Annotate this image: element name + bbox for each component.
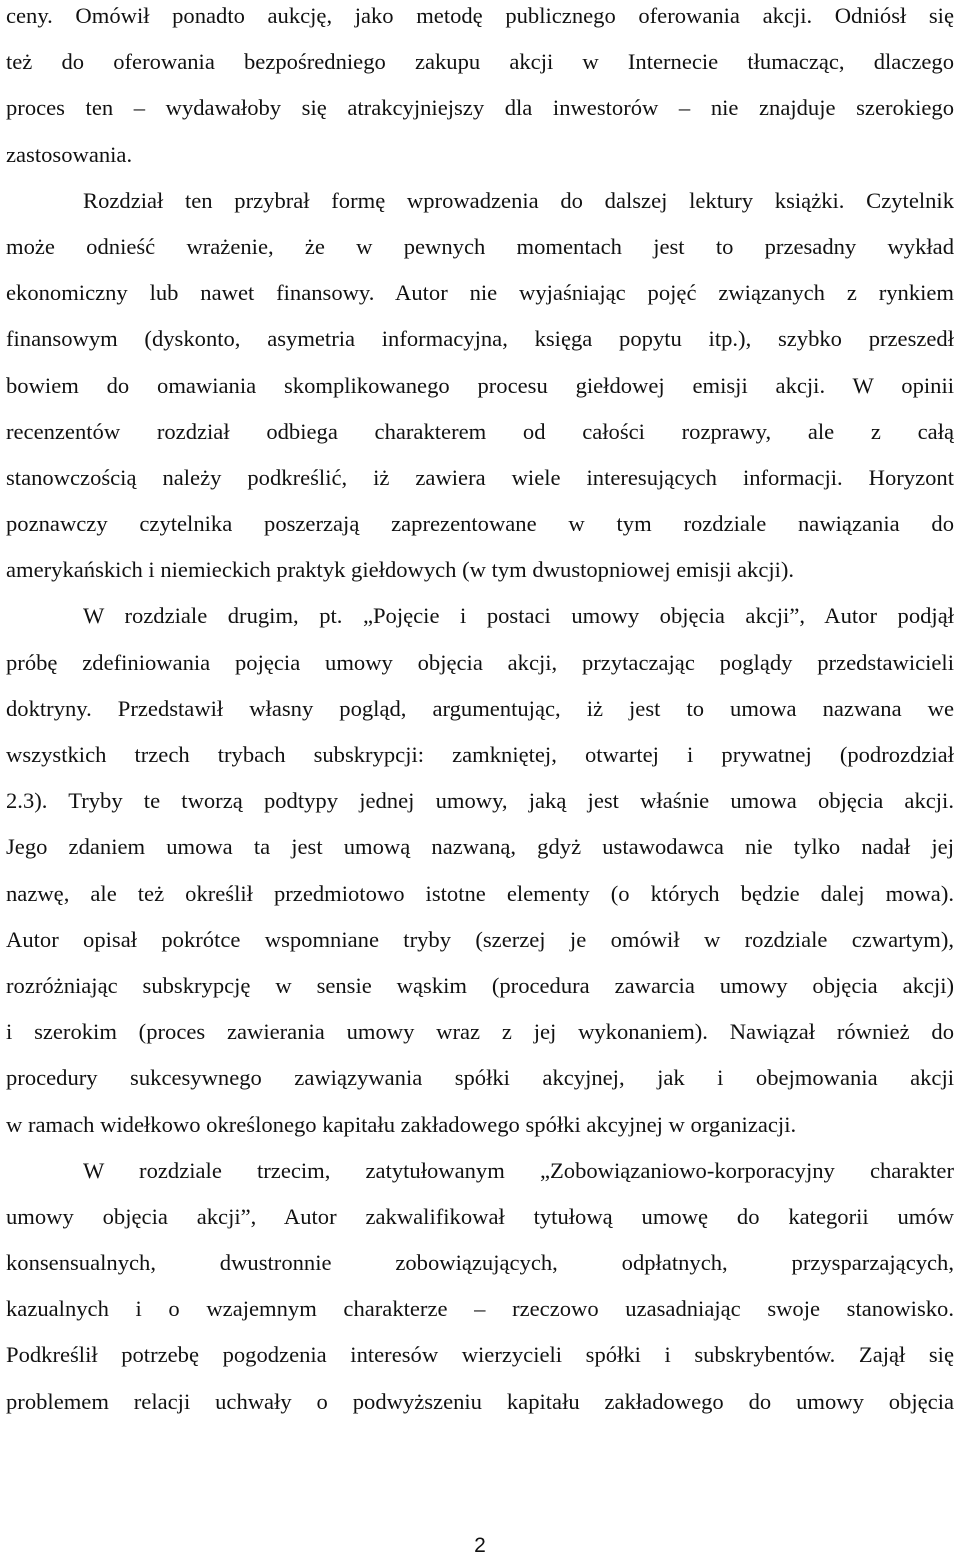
paragraph-1 [6, 0, 954, 178]
text-line: Jego zdaniem umowa ta jest umową nazwaną, gdyż ustawodawca nie tylko nadał jej [6, 834, 954, 860]
text-line: może odnieść wrażenie, że w pewnych momentach jest to przesadny wykład [6, 233, 954, 259]
text-line: w ramach widełkowo określonego kapitału zakładowego spółki akcyjnej w organizacji. [6, 1111, 797, 1137]
text-line: i szerokim (proces zawierania umowy wraz z jej wykonaniem). Nawiązał również do [6, 1019, 954, 1045]
document-page [6, 0, 954, 1425]
text-line: W rozdziale trzecim, zatytułowanym „Zobowiązaniowo-korporacyjny charakter [83, 1157, 954, 1183]
paragraph-3 [6, 593, 954, 1147]
text-line: problemem relacji uchwały o podwyższeniu kapitału zakładowego do umowy objęcia [6, 1388, 954, 1414]
page-number: 2 [474, 1534, 486, 1557]
text-line: Rozdział ten przybrał formę wprowadzenia do dalszej lektury książki. Czytelnik [83, 187, 954, 213]
text-line: bowiem do omawiania skomplikowanego procesu giełdowej emisji akcji. W opinii [6, 372, 954, 398]
text-line: W rozdziale drugim, pt. „Pojęcie i postaci umowy objęcia akcji”, Autor podjął [83, 603, 954, 629]
text-line: rozróżniając subskrypcję w sensie wąskim (procedura zawarcia umowy objęcia akcji) [6, 972, 954, 998]
paragraph-4 [6, 1148, 954, 1425]
text-line: finansowym (dyskonto, asymetria informacyjna, księga popytu itp.), szybko przeszedł [6, 326, 954, 352]
text-line: Podkreślił potrzebę pogodzenia interesów wierzycieli spółki i subskrybentów. Zajął się [6, 1342, 954, 1368]
text-line: amerykańskich i niemieckich praktyk giełdowych (w tym dwustopniowej emisji akcji). [6, 557, 795, 583]
text-line: konsensualnych, dwustronnie zobowiązujących, odpłatnych, przysparzających, [6, 1250, 954, 1276]
text-line: też do oferowania bezpośredniego zakupu akcji w Internecie tłumacząc, dlaczego [6, 49, 954, 75]
text-line: umowy objęcia akcji”, Autor zakwalifikował tytułową umowę do kategorii umów [6, 1203, 954, 1229]
text-line: recenzentów rozdział odbiega charakterem od całości rozprawy, ale z całą [6, 418, 954, 444]
text-line: doktryny. Przedstawił własny pogląd, argumentując, iż jest to umowa nazwana we [6, 695, 954, 721]
text-line: ceny. Omówił ponadto aukcję, jako metodę publicznego oferowania akcji. Odniósł się [6, 3, 954, 28]
text-line: procedury sukcesywnego zawiązywania spółki akcyjnej, jak i obejmowania akcji [6, 1065, 954, 1091]
text-line: zastosowania. [6, 141, 133, 167]
text-line: poznawczy czytelnika poszerzają zaprezentowane w tym rozdziale nawiązania do [6, 511, 954, 537]
text-line: proces ten – wydawałoby się atrakcyjniejszy dla inwestorów – nie znajduje szerokiego [6, 95, 954, 121]
text-line: kazualnych i o wzajemnym charakterze – rzeczowo uzasadniając swoje stanowisko. [6, 1296, 954, 1322]
text-line: próbę zdefiniowania pojęcia umowy objęcia akcji, przytaczając poglądy przedstawicieli [6, 649, 954, 675]
text-line: nazwę, ale też określił przedmiotowo istotne elementy (o których będzie dalej mowa). [6, 880, 954, 906]
text-line: ekonomiczny lub nawet finansowy. Autor nie wyjaśniając pojęć związanych z rynkiem [6, 280, 954, 306]
text-line: Autor opisał pokrótce wspomniane tryby (szerzej je omówił w rozdziale czwartym), [6, 926, 954, 952]
text-line: stanowczością należy podkreślić, iż zawiera wiele interesujących informacji. Horyzont [6, 464, 954, 490]
paragraph-2 [6, 178, 954, 594]
text-line: wszystkich trzech trybach subskrypcji: zamkniętej, otwartej i prywatnej (podrozdział [6, 742, 954, 767]
text-line: 2.3). Tryby te tworzą podtypy jednej umowy, jaką jest właśnie umowa objęcia akcji. [6, 788, 954, 814]
